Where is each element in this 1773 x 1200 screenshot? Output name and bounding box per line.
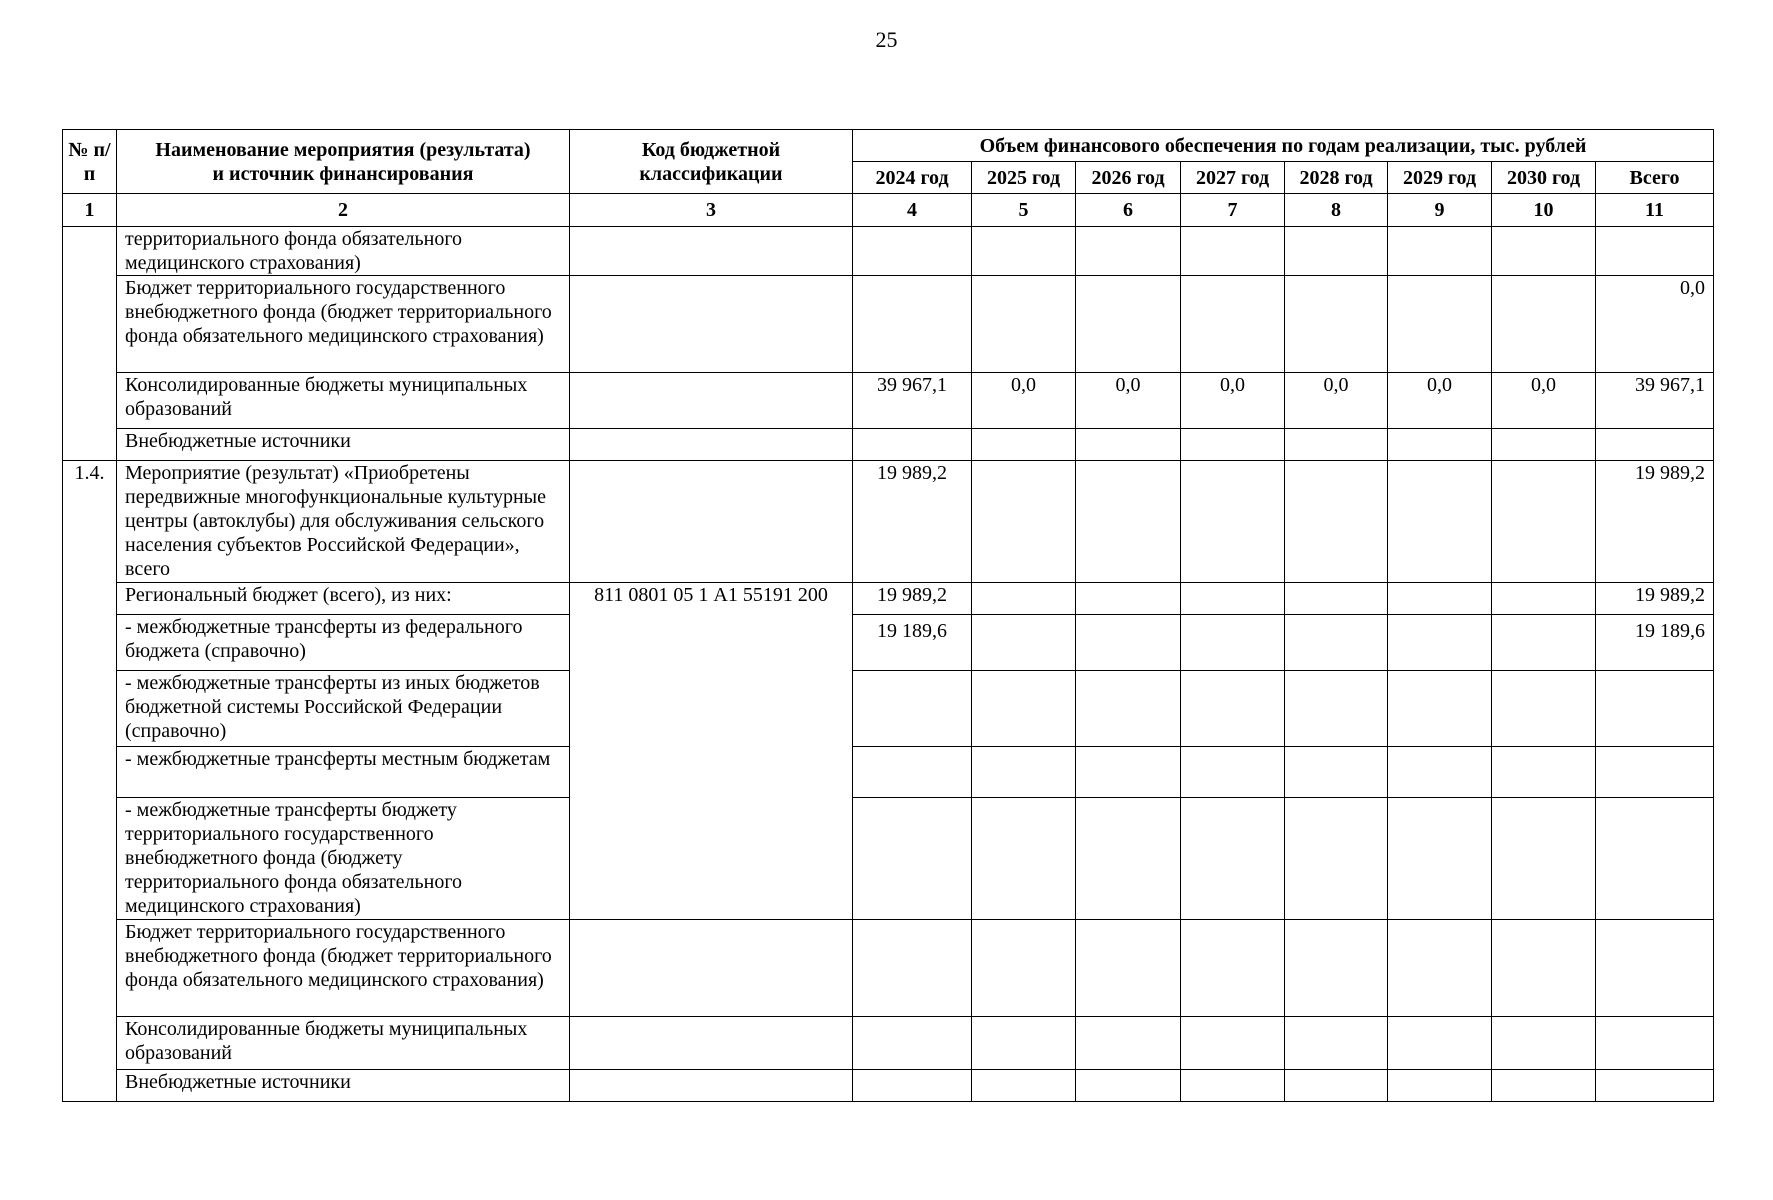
value-cell xyxy=(1285,227,1388,276)
header-name: Наименование мероприятия (результата) и источник финансирования xyxy=(117,130,570,194)
value-cell xyxy=(972,429,1076,461)
table-row xyxy=(63,583,1714,615)
header-year: 2030 год xyxy=(1492,162,1596,194)
column-number: 7 xyxy=(1181,194,1285,227)
value-cell xyxy=(1285,276,1388,373)
column-number: 8 xyxy=(1285,194,1388,227)
value-cell xyxy=(972,671,1076,747)
header-year: 2027 год xyxy=(1181,162,1285,194)
row-name: - межбюджетные трансферты из иных бюджетов бюджетной системы Российской Федерации (справочно) xyxy=(117,671,570,747)
value-cell xyxy=(972,583,1076,615)
column-number: 3 xyxy=(570,194,853,227)
value-cell xyxy=(1076,1070,1181,1102)
value-cell xyxy=(1076,1017,1181,1070)
total-cell: 19 989,2 xyxy=(1596,583,1714,615)
table-row xyxy=(63,429,1714,461)
value-cell xyxy=(1388,747,1492,798)
value-cell xyxy=(1388,227,1492,276)
value-cell xyxy=(972,798,1076,920)
value-cell: 0,0 xyxy=(1285,373,1388,429)
total-cell xyxy=(1596,227,1714,276)
value-cell xyxy=(853,429,972,461)
table-row xyxy=(63,227,1714,276)
value-cell: 0,0 xyxy=(972,373,1076,429)
value-cell xyxy=(1285,747,1388,798)
value-cell xyxy=(1181,276,1285,373)
value-cell xyxy=(853,920,972,1017)
value-cell xyxy=(1388,1017,1492,1070)
value-cell xyxy=(1076,276,1181,373)
total-cell xyxy=(1596,747,1714,798)
value-cell xyxy=(1285,671,1388,747)
value-cell xyxy=(853,798,972,920)
total-cell: 19 989,2 xyxy=(1596,461,1714,583)
column-number: 11 xyxy=(1596,194,1714,227)
value-cell: 19 989,2 xyxy=(853,583,972,615)
value-cell xyxy=(972,276,1076,373)
row-name: Мероприятие (результат) «Приобретены передвижные многофункциональные культурные центры (автоклубы) для обслуживания сельского населения субъектов Российской Федерации», всего xyxy=(117,461,570,583)
value-cell xyxy=(1285,429,1388,461)
value-cell xyxy=(1181,429,1285,461)
table-row xyxy=(63,615,1714,671)
value-cell xyxy=(1492,920,1596,1017)
value-cell xyxy=(1388,671,1492,747)
table-row xyxy=(63,671,1714,747)
value-cell xyxy=(1181,461,1285,583)
row-code xyxy=(570,920,853,1017)
value-cell xyxy=(1388,276,1492,373)
row-code xyxy=(570,227,853,276)
value-cell xyxy=(1492,1017,1596,1070)
value-cell xyxy=(1285,798,1388,920)
value-cell xyxy=(1492,227,1596,276)
row-name: - межбюджетные трансферты бюджету территориального государственного внебюджетного фонда (бюджету территориального фонда обязательного медицинского страхования) xyxy=(117,798,570,920)
value-cell xyxy=(972,227,1076,276)
value-cell xyxy=(1076,671,1181,747)
value-cell xyxy=(1076,747,1181,798)
total-cell xyxy=(1596,920,1714,1017)
column-number: 1 xyxy=(63,194,117,227)
value-cell xyxy=(1492,1070,1596,1102)
header-year: 2029 год xyxy=(1388,162,1492,194)
value-cell xyxy=(1492,615,1596,671)
value-cell xyxy=(1388,583,1492,615)
value-cell xyxy=(1181,747,1285,798)
page-number: 25 xyxy=(875,27,898,52)
row-name: Региональный бюджет (всего), из них: xyxy=(117,583,570,615)
value-cell xyxy=(1076,615,1181,671)
total-cell xyxy=(1596,671,1714,747)
value-cell xyxy=(972,615,1076,671)
row-name: территориального фонда обязательного медицинского страхования) xyxy=(117,227,570,276)
row-name: Бюджет территориального государственного внебюджетного фонда (бюджет территориального фонда обязательного медицинского страхования) xyxy=(117,276,570,373)
column-number: 10 xyxy=(1492,194,1596,227)
column-number: 9 xyxy=(1388,194,1492,227)
value-cell xyxy=(1492,747,1596,798)
value-cell xyxy=(853,747,972,798)
value-cell xyxy=(1076,461,1181,583)
value-cell xyxy=(972,1070,1076,1102)
header-code: Код бюджетной классификации xyxy=(570,130,853,194)
value-cell: 19 989,2 xyxy=(853,461,972,583)
table-row xyxy=(63,1070,1714,1102)
value-cell xyxy=(1181,615,1285,671)
value-cell xyxy=(1285,461,1388,583)
value-cell: 0,0 xyxy=(1181,373,1285,429)
total-cell: 39 967,1 xyxy=(1596,373,1714,429)
value-cell xyxy=(1076,920,1181,1017)
value-cell xyxy=(1181,1017,1285,1070)
value-cell xyxy=(1285,1070,1388,1102)
value-cell: 19 189,6 xyxy=(853,615,972,671)
table-row xyxy=(63,798,1714,920)
value-cell xyxy=(853,227,972,276)
column-number: 2 xyxy=(117,194,570,227)
value-cell xyxy=(972,747,1076,798)
value-cell xyxy=(1388,920,1492,1017)
value-cell xyxy=(1181,583,1285,615)
value-cell xyxy=(853,1070,972,1102)
total-cell: 19 189,6 xyxy=(1596,615,1714,671)
value-cell xyxy=(972,1017,1076,1070)
total-cell xyxy=(1596,1017,1714,1070)
value-cell xyxy=(1492,429,1596,461)
value-cell xyxy=(1076,798,1181,920)
value-cell xyxy=(1492,276,1596,373)
value-cell xyxy=(1492,798,1596,920)
column-number: 5 xyxy=(972,194,1076,227)
row-name: Консолидированные бюджеты муниципальных образований xyxy=(117,1017,570,1070)
value-cell xyxy=(1076,227,1181,276)
value-cell xyxy=(853,276,972,373)
row-name: Внебюджетные источники xyxy=(117,429,570,461)
financing-table xyxy=(62,129,1714,1102)
value-cell xyxy=(1388,461,1492,583)
row-code xyxy=(570,461,853,583)
value-cell xyxy=(1388,1070,1492,1102)
table-row xyxy=(63,1017,1714,1070)
header-num: № п/п xyxy=(63,130,117,194)
row-code xyxy=(570,1070,853,1102)
row-code xyxy=(570,429,853,461)
header-year: 2026 год xyxy=(1076,162,1181,194)
row-number-cell xyxy=(63,227,117,461)
column-number: 4 xyxy=(853,194,972,227)
header-year: 2024 год xyxy=(853,162,972,194)
header-year: 2025 год xyxy=(972,162,1076,194)
value-cell xyxy=(1076,583,1181,615)
total-cell xyxy=(1596,429,1714,461)
value-cell: 39 967,1 xyxy=(853,373,972,429)
value-cell xyxy=(972,461,1076,583)
value-cell xyxy=(972,920,1076,1017)
value-cell xyxy=(1181,1070,1285,1102)
total-cell: 0,0 xyxy=(1596,276,1714,373)
value-cell xyxy=(1285,615,1388,671)
budget-code: 811 0801 05 1 А1 55191 200 xyxy=(570,583,853,920)
value-cell xyxy=(1492,671,1596,747)
column-number: 6 xyxy=(1076,194,1181,227)
value-cell xyxy=(1388,429,1492,461)
table-row xyxy=(63,461,1714,583)
value-cell: 0,0 xyxy=(1492,373,1596,429)
row-name: Бюджет территориального государственного внебюджетного фонда (бюджет территориального фонда обязательного медицинского страхования) xyxy=(117,920,570,1017)
row-number: 1.4. xyxy=(63,461,117,1102)
row-name: - межбюджетные трансферты из федерального бюджета (справочно) xyxy=(117,615,570,671)
header-volume: Объем финансового обеспечения по годам реализации, тыс. рублей xyxy=(853,130,1714,162)
value-cell xyxy=(1388,798,1492,920)
row-code xyxy=(570,276,853,373)
row-name: - межбюджетные трансферты местным бюджетам xyxy=(117,747,570,798)
table-row xyxy=(63,747,1714,798)
row-name: Внебюджетные источники xyxy=(117,1070,570,1102)
header-year: 2028 год xyxy=(1285,162,1388,194)
row-name: Консолидированные бюджеты муниципальных образований xyxy=(117,373,570,429)
value-cell xyxy=(1492,583,1596,615)
value-cell xyxy=(1076,429,1181,461)
table-row xyxy=(63,373,1714,429)
value-cell xyxy=(1181,227,1285,276)
value-cell xyxy=(1285,1017,1388,1070)
header-total: Всего xyxy=(1596,162,1714,194)
value-cell xyxy=(1181,671,1285,747)
value-cell xyxy=(1285,583,1388,615)
value-cell xyxy=(1492,461,1596,583)
value-cell xyxy=(1388,615,1492,671)
value-cell xyxy=(853,671,972,747)
row-code xyxy=(570,1017,853,1070)
value-cell xyxy=(853,1017,972,1070)
value-cell: 0,0 xyxy=(1388,373,1492,429)
value-cell xyxy=(1181,798,1285,920)
value-cell xyxy=(1181,920,1285,1017)
table-row xyxy=(63,920,1714,1017)
total-cell xyxy=(1596,1070,1714,1102)
table-row xyxy=(63,276,1714,373)
total-cell xyxy=(1596,798,1714,920)
value-cell: 0,0 xyxy=(1076,373,1181,429)
row-code xyxy=(570,373,853,429)
value-cell xyxy=(1285,920,1388,1017)
